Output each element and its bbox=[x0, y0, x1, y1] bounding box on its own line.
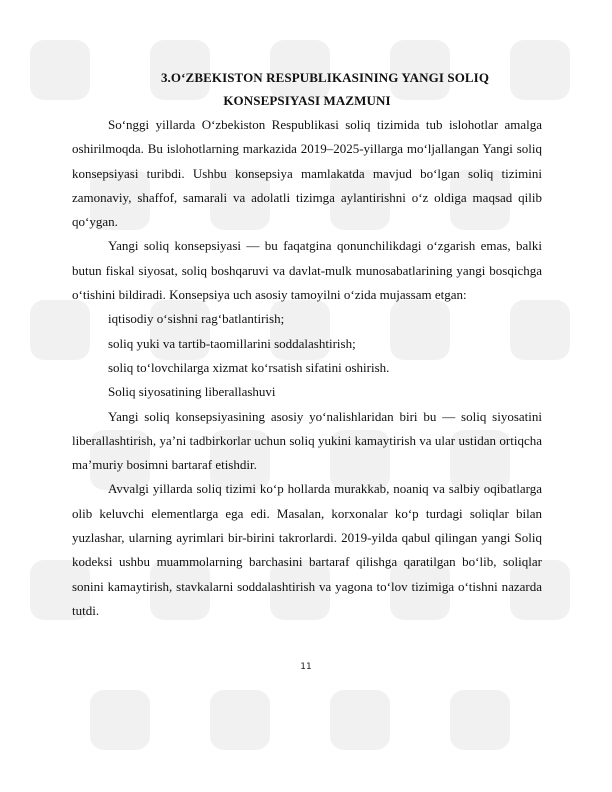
paragraph-tax-code: Avvalgi yillarda soliq tizimi ko‘p hollarda murakkab, noaniq va salbiy oqibatlarga olib keluvchi elementlarga ega edi. Masalan, korxonalar ko‘p turdagi soliqlar bilan yuzlashar, ularning ayrimlari bir-birini takrorlardi. 2019-yilda qabul qilingan yangi Soliq kodeksi ushbu muammolarning barchasini bartaraf qilishga qaratilgan bo‘lib, soliqlar sonini kamaytirish, stavkalarni soddalashtirish va yagona to‘lov tizimiga o‘tishni nazarda tutdi. bbox=[72, 481, 542, 618]
document-body bbox=[72, 66, 542, 623]
paragraph-concept: Yangi soliq konsepsiyasi — bu faqatgina qonunchilikdagi o‘zgarish emas, balki butun fiskal siyosat, soliq boshqaruvi va davlat-mulk munosabatlarining yangi bosqichga o‘tishini bildiradi. Konsepsiya uch asosiy tamoyilni o‘zida mujassam etgan: bbox=[72, 238, 542, 303]
principle-item-3: soliq to‘lovchilarga xizmat ko‘rsatish sifatini oshirish. bbox=[108, 359, 390, 375]
principle-item-1: iqtisodiy o‘sishni rag‘batlantirish; bbox=[108, 311, 285, 327]
subheading-liberalization: Soliq siyosatining liberallashuvi bbox=[108, 384, 276, 400]
principle-item-2: soliq yuki va tartib-taomillarini soddalashtirish; bbox=[108, 335, 356, 351]
page-number: 11 bbox=[300, 662, 312, 672]
section-title-line-2: KONSEPSIYASI MAZMUNI bbox=[223, 93, 391, 108]
section-title bbox=[72, 66, 542, 113]
paragraph-intro: So‘nggi yillarda O‘zbekiston Respublikasi soliq tizimida tub islohotlar amalga oshirilmoqda. Bu islohotlarning markazida 2019–2025-yillarga mo‘ljallangan Yangi soliq konsepsiyasi turibdi. Ushbu konsepsiya mamlakatda mavjud bo‘lgan soliq tizimini zamonaviy, shaffof, samarali va adolatli tizimga aylantirishni o‘z oldiga maqsad qilib qo‘ygan. bbox=[72, 117, 542, 230]
paragraph-liberalization: Yangi soliq konsepsiyasining asosiy yo‘nalishlaridan biri bu — soliq siyosatini liberallashtirish, ya’ni tadbirkorlar uchun soliq yukini kamaytirish va ular ustidan ortiqcha ma’muriy bosimni bartaraf etishdir. bbox=[72, 408, 542, 473]
section-title-line-1: 3.O‘ZBEKISTON RESPUBLIKASINING YANGI SOLIQ bbox=[160, 70, 490, 85]
